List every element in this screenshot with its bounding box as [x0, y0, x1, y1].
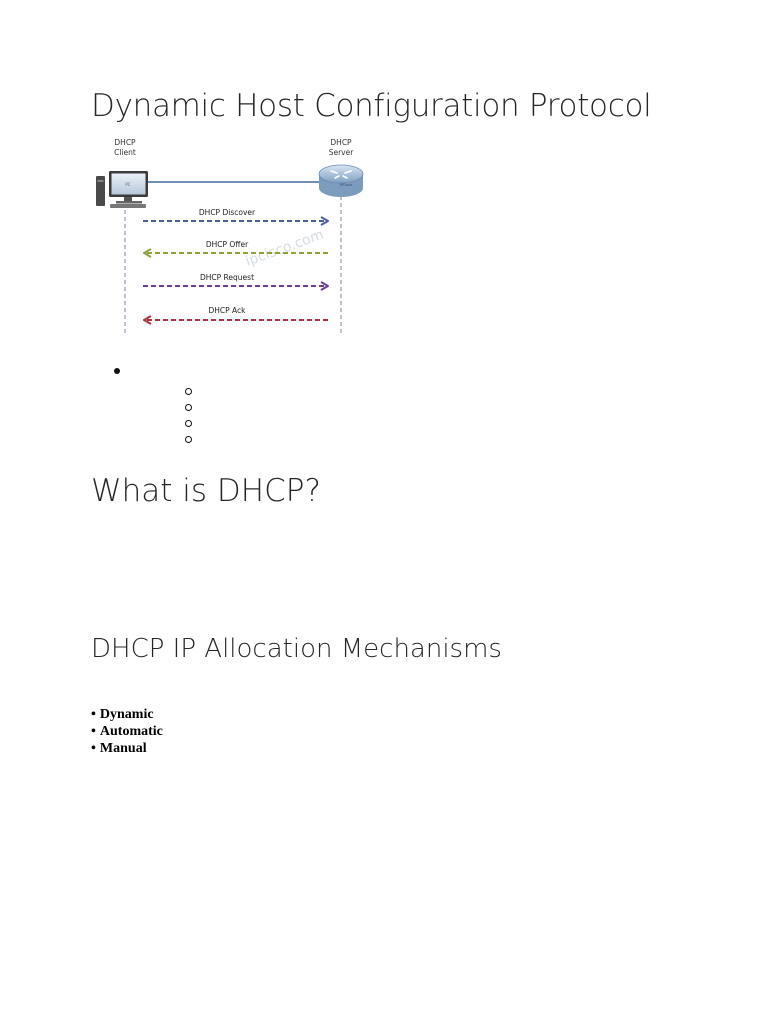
client-label: DHCP [114, 138, 136, 147]
message-label: DHCP Discover [198, 208, 256, 217]
computer-icon [96, 171, 148, 208]
client-label-2: Client [114, 148, 136, 157]
list-item [91, 706, 163, 723]
allocation-list [91, 706, 163, 757]
bullet-dot [114, 368, 120, 374]
message-label: DHCP Ack [208, 306, 246, 315]
list-item [91, 740, 163, 757]
list-item-label: Automatic [99, 724, 163, 739]
watermark: ipcisco.com [243, 226, 326, 270]
server-label-2: Server [328, 148, 354, 157]
router-icon [319, 165, 363, 197]
bullet: • [91, 741, 96, 756]
dhcp-sequence-diagram [93, 132, 365, 340]
list-item-label: Dynamic [99, 707, 154, 722]
sub-bullet-ring [185, 388, 192, 395]
message-label: DHCP Offer [205, 240, 249, 249]
message-ack [144, 306, 329, 324]
list-item-label: Manual [99, 741, 147, 756]
sub-bullet-ring [185, 420, 192, 427]
message-discover [143, 208, 328, 225]
server-label: DHCP [330, 138, 352, 147]
section-heading-allocation: DHCP IP Allocation Mechanisms [91, 634, 502, 664]
list-item [91, 723, 163, 740]
message-label: DHCP Request [199, 273, 255, 282]
sub-bullet-ring [185, 436, 192, 443]
page-title: Dynamic Host Configuration Protocol [91, 88, 652, 124]
bullet: • [91, 724, 96, 739]
message-request [143, 273, 328, 290]
bullet: • [91, 707, 96, 722]
section-heading-what-is-dhcp: What is DHCP? [91, 473, 321, 509]
sub-bullet-ring [185, 404, 192, 411]
pc-screen-label: PC [125, 182, 131, 187]
router-label: IPCisco [339, 183, 353, 187]
